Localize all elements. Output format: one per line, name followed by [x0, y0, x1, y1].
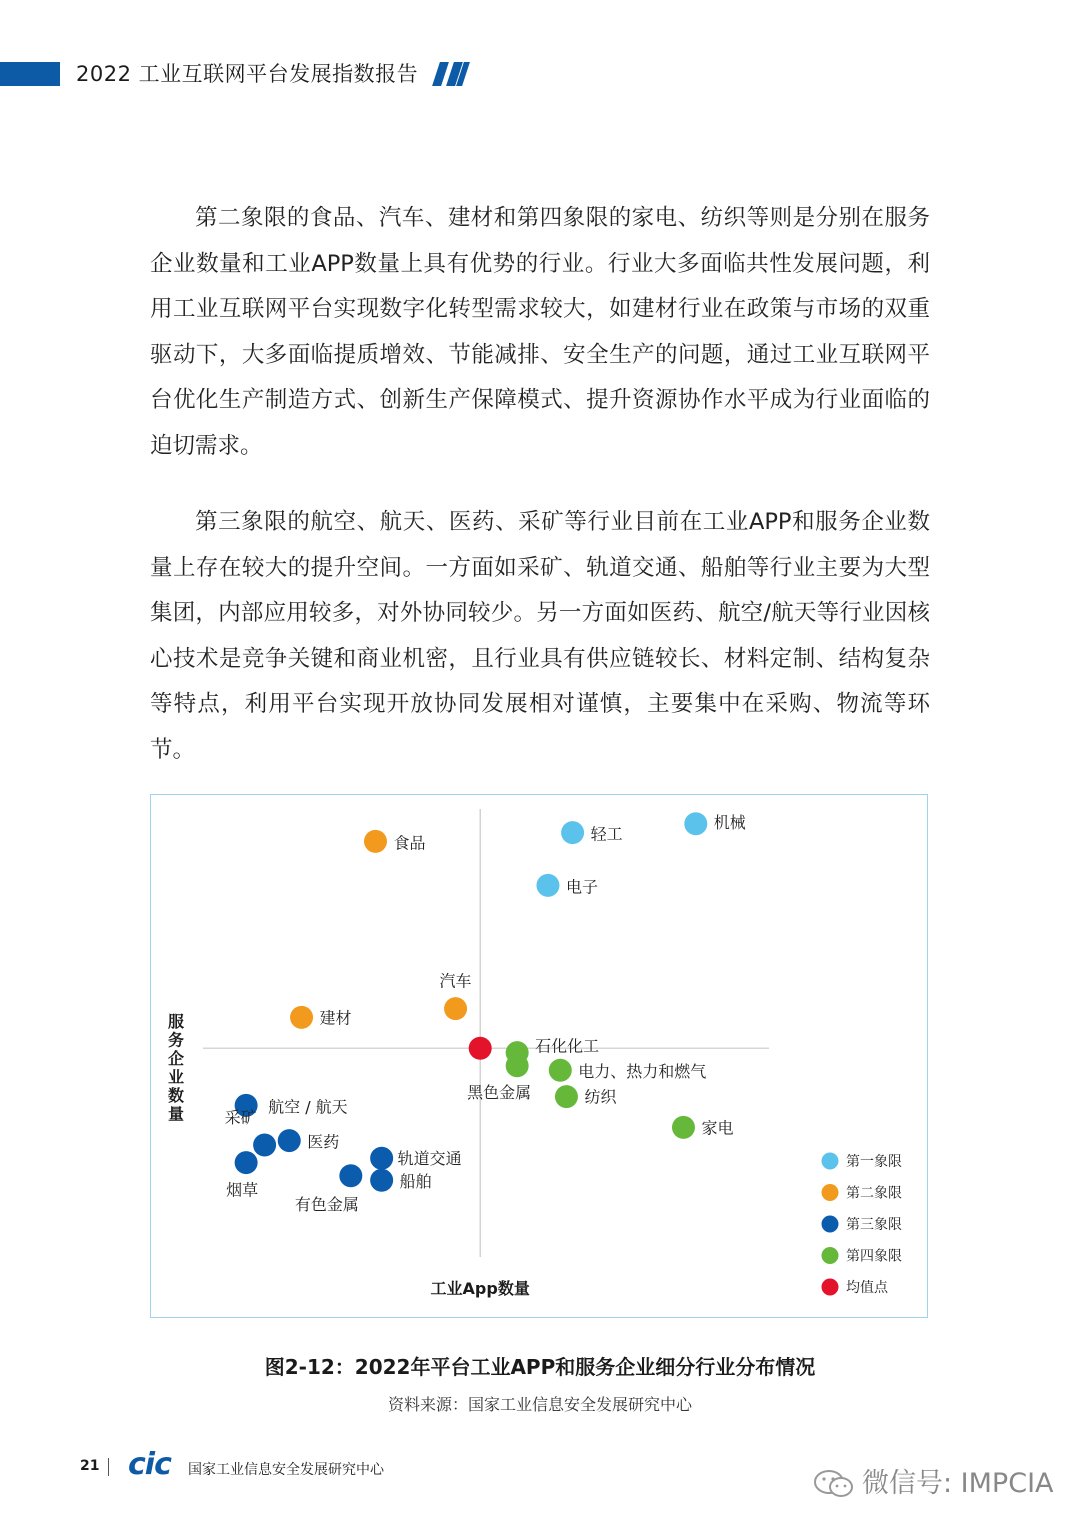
point-label: 采矿 [224, 1108, 257, 1127]
point-label: 船舶 [399, 1172, 432, 1192]
legend-label: 第三象限 [846, 1217, 902, 1233]
point-label: 电子 [565, 877, 598, 897]
header-slash-icon [432, 62, 472, 86]
x-axis-label: 工业App数量 [430, 1279, 530, 1298]
report-title: 2022 工业互联网平台发展指数报告 [76, 62, 419, 86]
data-point [561, 821, 584, 844]
data-point [672, 1116, 695, 1139]
point-label: 机械 [713, 812, 746, 832]
footer-divider [108, 1458, 109, 1476]
wechat-watermark: 微信号: IMPCIA [862, 1468, 1054, 1499]
cic-logo: cic [128, 1447, 171, 1482]
data-point [253, 1134, 276, 1157]
data-point [506, 1054, 529, 1077]
data-point [364, 830, 387, 853]
point-label: 黑色金属 [467, 1082, 532, 1102]
data-point [444, 997, 467, 1020]
point-label: 家电 [701, 1118, 734, 1138]
footer-organization: 国家工业信息安全发展研究中心 [188, 1462, 384, 1478]
point-label: 烟草 [226, 1180, 259, 1200]
data-point [555, 1085, 578, 1108]
y-axis-label: 服务企业数量 [167, 1012, 185, 1124]
point-label: 食品 [393, 833, 426, 853]
header-accent-bar [0, 62, 60, 86]
page-number: 21 [80, 1458, 100, 1474]
data-point [278, 1129, 301, 1152]
wechat-icon [812, 1468, 856, 1500]
legend-label: 均值点 [846, 1280, 888, 1296]
point-label: 建材 [319, 1008, 352, 1028]
point-label: 医药 [307, 1132, 340, 1152]
point-label: 航空 / 航天 [268, 1097, 348, 1117]
data-point [370, 1169, 393, 1192]
data-point [339, 1164, 362, 1187]
data-point [370, 1147, 393, 1170]
paragraph-quadrant-3: 第三象限的航空、航天、医药、采矿等行业目前在工业APP和服务企业数量上存在较大的提升空间。一方面如采矿、轨道交通、船舶等行业主要为大型集团，内部应用较多，对外协同较少。另一方面如医药、航空/航天等行业因核心技术是竞争关键和商业机密，且行业具有供应链较长、材料定制、结构复杂等特点，利用平台实现开放协同发展相对谨慎，主要集中在采购、物流等环节。 [150, 509, 930, 763]
data-point [469, 1037, 492, 1060]
point-label: 有色金属 [294, 1194, 359, 1214]
legend-marker [822, 1247, 839, 1264]
data-point [235, 1151, 258, 1174]
data-point [684, 812, 707, 835]
point-label: 轨道交通 [397, 1149, 462, 1169]
paragraph-quadrant-2-4: 第二象限的食品、汽车、建材和第四象限的家电、纺织等则是分别在服务企业数量和工业APP数量上具有优势的行业。行业大多面临共性发展问题，利用工业互联网平台实现数字化转型需求较大，如建材行业在政策与市场的双重驱动下，大多面临提质增效、节能减排、安全生产的问题，通过工业互联网平台优化生产制造方式、创新生产保障模式、提升资源协作水平成为行业面临的迫切需求。 [150, 205, 930, 459]
quadrant-scatter-chart [151, 795, 929, 1319]
data-point [290, 1006, 313, 1029]
figure-source: 资料来源：国家工业信息安全发展研究中心 [387, 1395, 692, 1414]
legend-marker [822, 1184, 839, 1201]
figure-caption: 图2-12：2022年平台工业APP和服务企业细分行业分布情况 [264, 1355, 816, 1379]
legend-marker [822, 1153, 839, 1170]
legend-label: 第二象限 [846, 1185, 902, 1202]
legend-label: 第一象限 [846, 1154, 902, 1170]
point-label: 石化化工 [535, 1036, 600, 1056]
legend-marker [822, 1216, 839, 1233]
point-label: 汽车 [439, 971, 472, 991]
point-label: 轻工 [590, 824, 623, 844]
legend-marker [822, 1279, 839, 1296]
point-label: 纺织 [584, 1087, 617, 1107]
data-point [549, 1059, 572, 1082]
legend-label: 第四象限 [846, 1248, 902, 1265]
point-label: 电力、热力和燃气 [578, 1062, 707, 1082]
data-point [536, 874, 559, 897]
scatter-figure [150, 794, 928, 1318]
